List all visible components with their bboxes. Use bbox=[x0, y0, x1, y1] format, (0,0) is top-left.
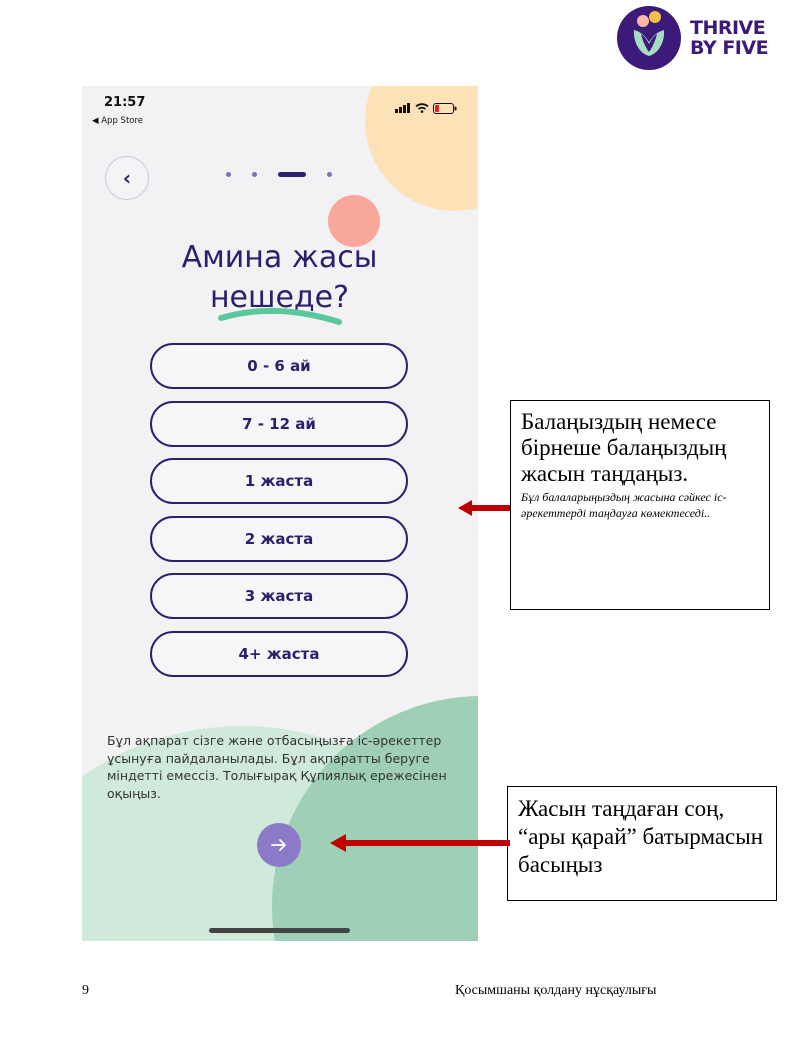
age-option-button[interactable]: 0 - 6 ай bbox=[150, 343, 408, 389]
age-option-button[interactable]: 3 жаста bbox=[150, 573, 408, 619]
signal-icon bbox=[395, 103, 411, 113]
logo-line-2: BY FIVE bbox=[690, 37, 769, 59]
logo-wordmark bbox=[690, 18, 768, 58]
wifi-icon bbox=[415, 103, 429, 113]
progress-dots bbox=[226, 172, 332, 177]
progress-dot-active bbox=[278, 172, 306, 177]
age-options-list bbox=[150, 343, 408, 688]
age-option-button[interactable]: 1 жаста bbox=[150, 458, 408, 504]
back-button[interactable] bbox=[105, 156, 149, 200]
age-option-button[interactable]: 4+ жаста bbox=[150, 631, 408, 677]
logo-emblem bbox=[617, 6, 681, 70]
chevron-left-icon: ‹ bbox=[122, 166, 132, 190]
arrow-right-icon bbox=[269, 835, 289, 855]
progress-dot bbox=[226, 172, 231, 177]
progress-dot bbox=[252, 172, 257, 177]
next-button[interactable] bbox=[257, 823, 301, 867]
phone-screen bbox=[82, 86, 478, 941]
question-line-2: нешеде? bbox=[209, 280, 350, 315]
status-icons bbox=[395, 102, 457, 114]
callout-select-age-main: Балаңыздың немесе бірнеше балаңыздың жасын таңдаңыз. bbox=[521, 409, 727, 486]
callout-press-next: Жасын таңдаған соң, “ары қарай” батырмасын басыңыз bbox=[507, 786, 777, 901]
age-option-button[interactable]: 2 жаста bbox=[150, 516, 408, 562]
question-line-1: Амина жасы bbox=[181, 240, 378, 275]
app-store-back-link[interactable]: ◀ App Store bbox=[92, 116, 144, 126]
arrow-left-icon bbox=[330, 832, 510, 854]
status-time: 21:57 bbox=[104, 95, 146, 110]
heading-underline-decoration bbox=[215, 300, 345, 328]
age-option-button[interactable]: 7 - 12 ай bbox=[150, 401, 408, 447]
privacy-info-text: Бұл ақпарат сізге және отбасыңызға іс-әрекеттер ұсынуға пайдаланылады. Бұл ақпаратты беруге міндетті емессіз. Толығырақ Құпиялық ережесінен оқыңыз. bbox=[107, 733, 447, 801]
progress-dot bbox=[327, 172, 332, 177]
page-number: 9 bbox=[82, 983, 89, 998]
callout-select-age-note: Бұл балаларыңыздың жасына сәйкес іс-әрекеттерді таңдауға көмектеседі.. bbox=[521, 490, 727, 520]
callout-select-age bbox=[510, 400, 770, 610]
home-indicator bbox=[209, 928, 350, 933]
logo-line-1: THRIVE bbox=[690, 17, 766, 39]
battery-icon bbox=[433, 103, 457, 114]
arrow-left-icon bbox=[458, 498, 510, 518]
document-footer-title: Қосымшаны қолдану нұсқаулығы bbox=[455, 983, 657, 998]
thrive-by-five-logo bbox=[617, 6, 777, 72]
